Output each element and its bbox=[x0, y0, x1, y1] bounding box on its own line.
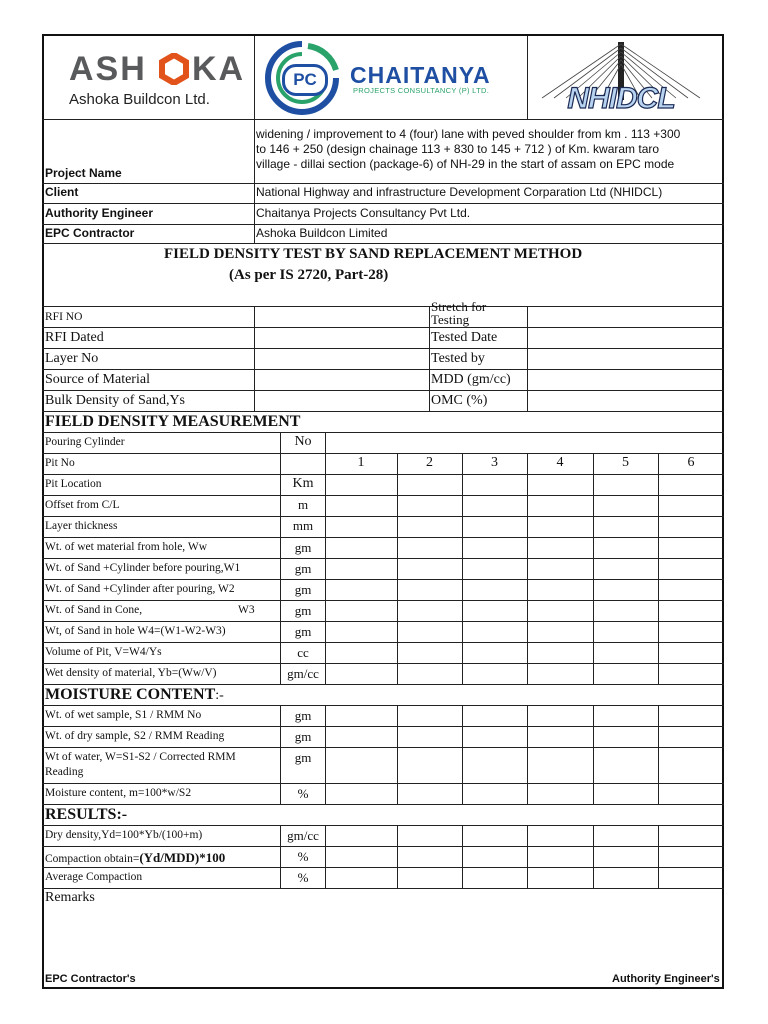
layer-thickness-unit: mm bbox=[292, 518, 314, 533]
sand-hole-label: Wt, of Sand in hole W4=(W1-W2-W3) bbox=[45, 625, 226, 637]
sand-cone-unit: gm bbox=[294, 603, 312, 618]
ashoka-wordmark-a: ASH bbox=[69, 50, 147, 88]
water-weight-label-line2: Reading bbox=[45, 766, 84, 778]
project-name-label: Project Name bbox=[45, 166, 122, 180]
average-compaction-label: Average Compaction bbox=[45, 871, 143, 883]
rfi-dated-label: RFI Dated bbox=[45, 330, 104, 345]
pc-badge: PC bbox=[282, 64, 328, 96]
remarks-label: Remarks bbox=[45, 890, 95, 905]
moisture-content-label: Moisture content, m=100*w/S2 bbox=[45, 787, 192, 799]
wet-sample-label: Wt. of wet sample, S1 / RMM No bbox=[45, 709, 202, 721]
offset-unit: m bbox=[297, 497, 309, 512]
compaction-unit: % bbox=[297, 849, 309, 864]
chaitanya-logo bbox=[262, 40, 524, 116]
wet-material-label: Wt. of wet material from hole, Ww bbox=[45, 541, 208, 553]
pouring-cylinder-label: Pouring Cylinder bbox=[45, 436, 125, 448]
pit-location-label: Pit Location bbox=[45, 478, 102, 490]
tested-date-label: Tested Date bbox=[431, 330, 498, 345]
chaitanya-name: CHAITANYA bbox=[350, 62, 491, 88]
dry-sample-unit: gm bbox=[294, 729, 312, 744]
wet-density-label: Wet density of material, Yb=(Ww/V) bbox=[45, 667, 217, 679]
ae-signature-label: Authority Engineer's bbox=[612, 973, 720, 985]
dry-density-label: Dry density,Yd=100*Yb/(100+m) bbox=[45, 829, 203, 841]
stretch-label: Stretch for Testing bbox=[431, 299, 487, 327]
sand-before-unit: gm bbox=[294, 561, 312, 576]
chaitanya-subtitle: PROJECTS CONSULTANCY (P) LTD. bbox=[353, 86, 490, 95]
mdd-label: MDD (gm/cc) bbox=[431, 372, 511, 387]
source-material-label: Source of Material bbox=[45, 372, 150, 387]
pit-number-2: 2 bbox=[426, 455, 433, 470]
pit-number-3: 3 bbox=[491, 455, 498, 470]
compaction-label: Compaction obtain=(Yd/MDD)*100 bbox=[45, 850, 226, 865]
pouring-cylinder-unit: No bbox=[294, 434, 312, 449]
sand-before-label: Wt. of Sand +Cylinder before pouring,W1 bbox=[45, 562, 241, 574]
ashoka-wordmark-b: KA bbox=[192, 50, 246, 88]
authority-engineer-value: Chaitanya Projects Consultancy Pvt Ltd. bbox=[256, 206, 471, 220]
pit-number-4: 4 bbox=[556, 455, 564, 470]
sand-hole-unit: gm bbox=[294, 624, 312, 639]
pit-number-1: 1 bbox=[357, 455, 365, 470]
nhidcl-wordmark: NHIDCL bbox=[567, 82, 675, 115]
dry-sample-label: Wt. of dry sample, S2 / RMM Reading bbox=[45, 730, 225, 742]
epc-signature-label: EPC Contractor's bbox=[45, 973, 136, 985]
water-weight-unit: gm bbox=[294, 750, 312, 765]
pit-volume-label: Volume of Pit, V=W4/Ys bbox=[45, 646, 162, 658]
sand-cone-label: Wt. of Sand in Cone, bbox=[45, 604, 143, 616]
pit-no-label: Pit No bbox=[45, 457, 75, 469]
layer-thickness-label: Layer thickness bbox=[45, 520, 118, 532]
sand-after-label: Wt. of Sand +Cylinder after pouring, W2 bbox=[45, 583, 235, 595]
client-label: Client bbox=[45, 185, 79, 199]
project-description-2: to 146 + 250 (design chainage 113 + 830 to 145 + 712 ) of Km. kwaram taro bbox=[256, 142, 660, 156]
rfi-no-label: RFI NO bbox=[45, 311, 83, 323]
bulk-density-label: Bulk Density of Sand,Ys bbox=[45, 393, 185, 408]
epc-contractor-label: EPC Contractor bbox=[45, 226, 135, 240]
nhidcl-logo bbox=[532, 38, 710, 118]
omc-label: OMC (%) bbox=[431, 393, 488, 408]
sand-cone-w3: W3 bbox=[238, 604, 255, 616]
sand-after-unit: gm bbox=[294, 582, 312, 597]
layer-no-label: Layer No bbox=[45, 351, 99, 366]
pit-location-unit: Km bbox=[292, 476, 314, 491]
pit-number-5: 5 bbox=[622, 455, 629, 470]
ashoka-logo bbox=[44, 36, 254, 118]
dry-density-unit: gm/cc bbox=[287, 828, 319, 843]
results-heading: RESULTS:- bbox=[45, 806, 128, 823]
tested-by-label: Tested by bbox=[431, 351, 485, 366]
moisture-content-unit: % bbox=[297, 786, 309, 801]
project-description-1: widening / improvement to 4 (four) lane with peved shoulder from km . 113 +300 bbox=[256, 127, 681, 141]
offset-label: Offset from C/L bbox=[45, 499, 120, 511]
authority-engineer-label: Authority Engineer bbox=[45, 206, 154, 220]
ashoka-o-icon bbox=[158, 53, 190, 85]
pit-number-6: 6 bbox=[687, 455, 695, 470]
field-density-heading: FIELD DENSITY MEASUREMENT bbox=[45, 413, 301, 430]
form-title: FIELD DENSITY TEST BY SAND REPLACEMENT METHOD bbox=[164, 246, 583, 262]
water-weight-label: Wt of water, W=S1-S2 / Corrected RMM bbox=[45, 751, 236, 763]
wet-density-unit: gm/cc bbox=[287, 666, 319, 681]
wet-sample-unit: gm bbox=[294, 708, 312, 723]
moisture-heading: MOISTURE CONTENT:- bbox=[45, 686, 224, 703]
client-value: National Highway and infrastructure Development Corparation Ltd (NHIDCL) bbox=[256, 185, 663, 199]
project-description-3: village - dillai section (package-6) of NH-29 in the start of assam on EPC mode bbox=[256, 157, 675, 171]
ashoka-subtitle: Ashoka Buildcon Ltd. bbox=[69, 91, 210, 108]
average-compaction-unit: % bbox=[297, 870, 309, 885]
form-subtitle: (As per IS 2720, Part-28) bbox=[229, 267, 389, 283]
wet-material-unit: gm bbox=[294, 540, 312, 555]
pit-volume-unit: cc bbox=[297, 645, 309, 660]
epc-contractor-value: Ashoka Buildcon Limited bbox=[256, 226, 388, 240]
